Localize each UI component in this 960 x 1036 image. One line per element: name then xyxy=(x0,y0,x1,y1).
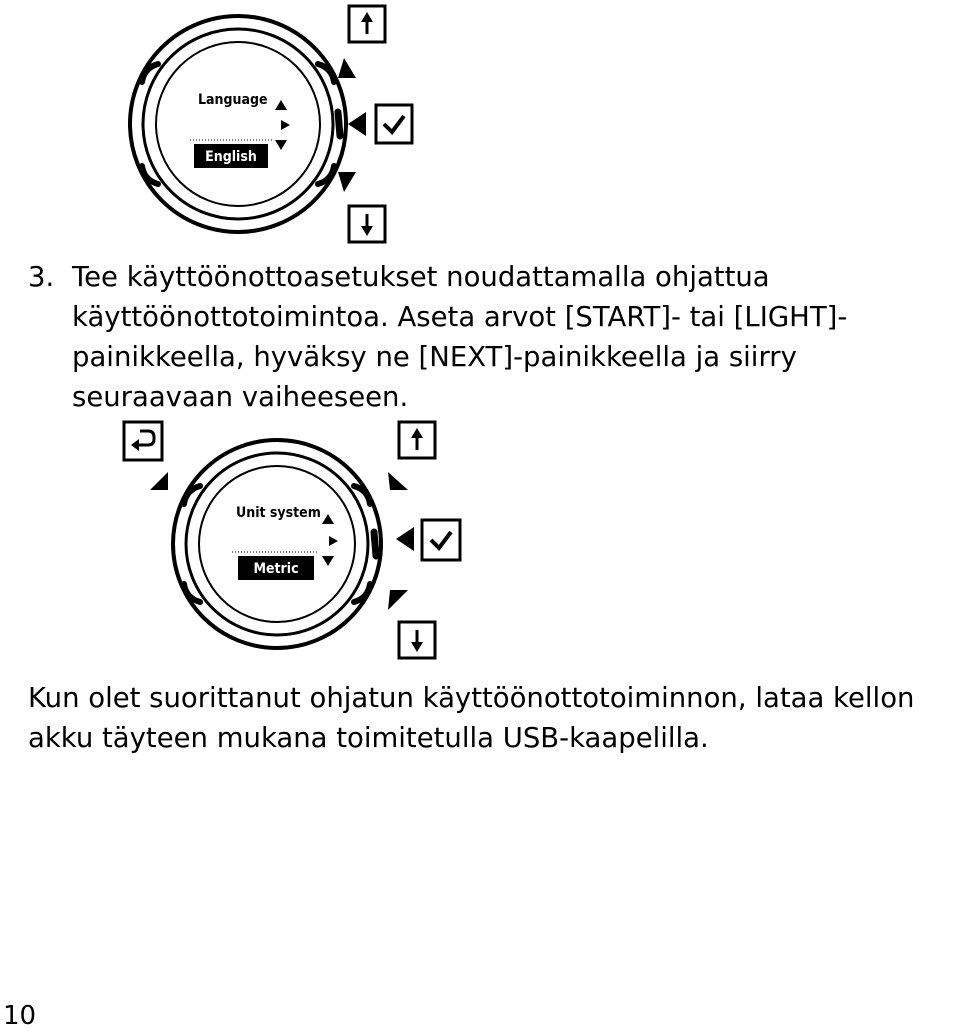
screen-title: Language xyxy=(198,92,268,108)
watch-figure-language xyxy=(0,0,960,250)
screen-title: Unit system xyxy=(236,505,321,521)
indicator-up-icon xyxy=(275,100,287,110)
page-number: 10 xyxy=(3,1001,37,1031)
check-icon xyxy=(422,520,460,560)
screen-value: Metric xyxy=(253,561,299,577)
up-arrow-icon xyxy=(399,422,435,458)
pointer-down-icon xyxy=(388,590,408,610)
indicator-down-icon xyxy=(275,140,287,150)
pointer-next-icon xyxy=(348,112,366,136)
indicator-down-icon xyxy=(322,556,334,566)
indicator-up-icon xyxy=(322,514,334,524)
down-arrow-icon xyxy=(349,206,385,242)
pointer-up-icon xyxy=(388,472,408,490)
pointer-down-icon xyxy=(338,172,356,192)
back-arrow-icon xyxy=(124,422,162,460)
charging-instruction-paragraph: Kun olet suorittanut ohjatun käyttöönottotoiminnon, lataa kellon akku täyteen mukana toimitetulla USB-kaapelilla. xyxy=(28,682,915,754)
pointer-up-icon xyxy=(338,58,356,78)
indicator-right-icon xyxy=(281,120,290,130)
up-arrow-icon xyxy=(349,6,385,42)
step-text: Tee käyttöönottoasetukset noudattamalla ohjattua käyttöönottotoimintoa. Aseta arvot [START]- tai [LIGHT]-painikkeella, hyväksy ne [NEXT]-painikkeella ja siirry seuraavaan vaiheeseen. xyxy=(72,261,848,413)
down-arrow-icon xyxy=(399,622,435,658)
screen-value: English xyxy=(205,149,257,165)
step-number: 3. xyxy=(28,261,55,293)
watch-figure-unit-system xyxy=(0,410,960,670)
pointer-next-icon xyxy=(396,527,414,551)
pointer-back-icon xyxy=(150,472,168,490)
indicator-right-icon xyxy=(329,536,338,546)
watch-illustration xyxy=(130,16,346,232)
watch-illustration xyxy=(173,440,381,648)
step-3 xyxy=(28,257,958,417)
check-icon xyxy=(376,105,412,143)
